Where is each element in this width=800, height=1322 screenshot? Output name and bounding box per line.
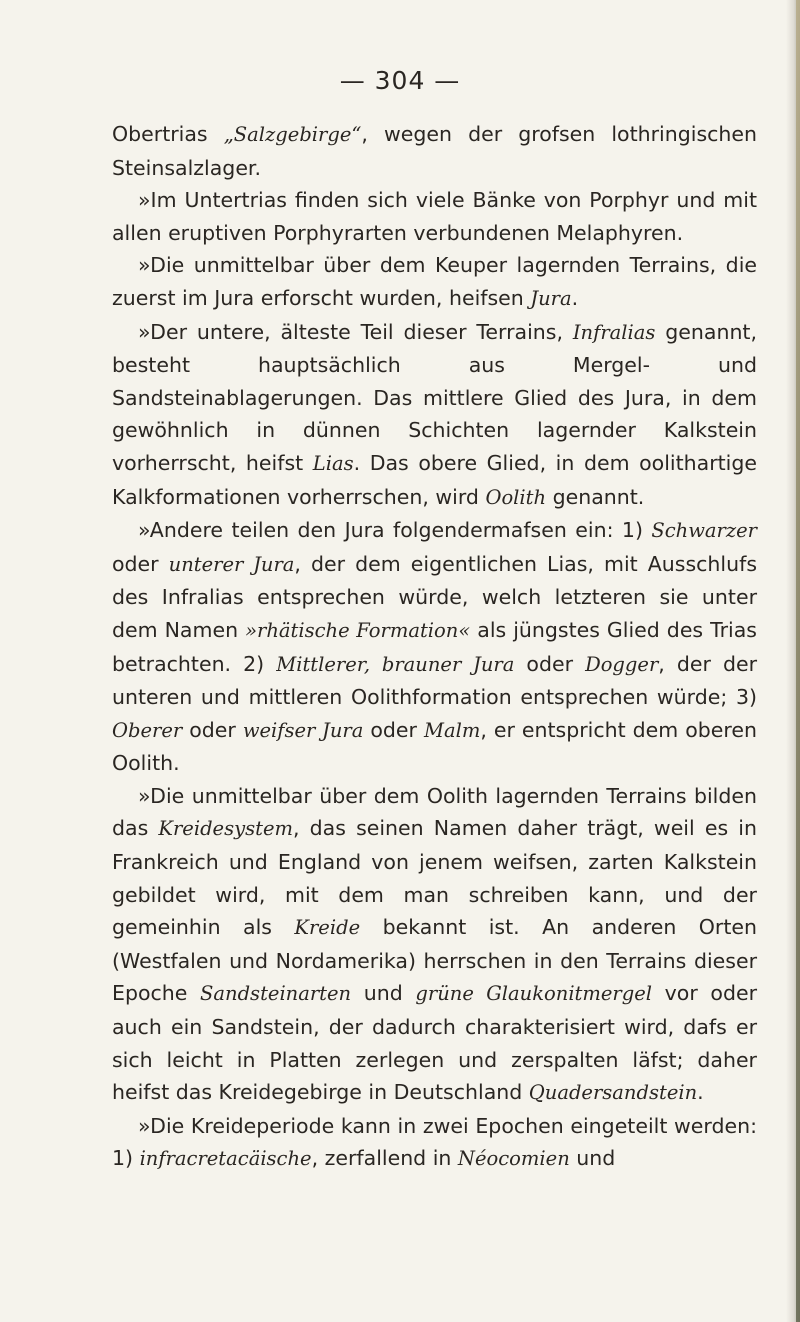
italic-term: Néocomien [457,1147,570,1171]
italic-term: Oolith [485,485,547,509]
text-run: . [697,1080,704,1105]
text-run: »Der untere, älteste Teil dieser Terrains, [138,319,573,344]
italic-term: Dogger [585,652,659,676]
text-run: »Die unmittelbar über dem Oolith lagernden Terrains bilden das [112,783,757,841]
page-edge-shadow [786,0,800,1322]
text-run: »Die Kreideperiode kann in zwei Epochen eingeteilt werden: 1) [112,1113,757,1171]
text-run: »Die unmittelbar über dem Keuper lagernden Terrains, die zuerst im Jura erforscht wurden, heifsen [112,253,757,310]
body-text [112,118,757,1176]
text-run: . Das obere Glied, in dem oolithartige Kalkformationen vorherrschen, wird [112,450,757,509]
text-run: und [351,981,416,1006]
paragraph [112,514,757,780]
text-run: , zerfallend in [311,1146,458,1171]
italic-term: grüne Glaukonitmergel [415,982,653,1006]
text-run: genannt. [546,484,645,509]
italic-term: Kreide [294,916,361,940]
italic-term: Jura [530,286,572,310]
text-run: , der dem eigentlichen Lias, mit Ausschlufs des Infralias entsprechen würde, welch letzteren sie unter dem Namen [112,551,757,642]
text-run: , der der unteren und mittleren Oolithformation entsprechen würde; 3) [112,651,757,710]
italic-term: Quadersandstein [528,1081,698,1105]
text-run: oder [182,717,243,742]
page-number: — 304 — [339,66,461,95]
text-run: »Andere teilen den Jura folgendermafsen ein: 1) [138,518,652,543]
italic-term: Lias [312,451,354,475]
italic-term: Infralias [572,320,656,344]
text-run: genannt, besteht hauptsächlich aus Mergel- und Sandsteinablagerungen. Das mittlere Glied des Jura, in dem gewöhnlich in dünnen Schichten lagernder Kalkstein vorherrscht, heifst [112,319,757,475]
italic-term: Mittlerer, brauner Jura [276,652,515,676]
text-run: . [571,285,579,310]
text-run: als jüngstes Glied des Trias betrachten. 2) [112,617,757,676]
paragraph [112,184,757,249]
paragraph [112,316,757,515]
book-spine-edge [796,0,800,1322]
italic-term: Oberer [112,718,183,742]
text-run: oder [363,717,424,742]
text-run: , er entspricht dem oberen Oolith. [112,717,757,776]
text-run: , das seinen Namen daher trägt, weil es in Frankreich und England von jenem weifsen, zarten Kalkstein gebildet wird, mit dem man schreiben kann, und der gemeinhin als [112,816,757,940]
text-run: , wegen der grofsen lothringischen Steinsalzlager. [112,122,757,180]
text-run: und [569,1146,616,1171]
text-run: bekannt ist. An anderen Orten (Westfalen und Nordamerika) herrschen in den Terrains dieser Epoche [112,915,757,1006]
italic-term: Schwarzer [651,519,757,543]
text-run: vor oder auch ein Sandstein, der dadurch charakterisiert wird, dafs er sich leicht in Platten zerlegen und zerspalten läfst; daher heifst das Kreidegebirge in Deutschland [112,981,758,1105]
paragraph [112,118,757,184]
italic-term: Kreidesystem [158,817,293,841]
text-run: »Im Untertrias finden sich viele Bänke von Porphyr und mit allen eruptiven Porphyrarten verbundenen Melaphyren. [112,188,757,245]
italic-term: infracretacäische [139,1147,312,1171]
paragraph [112,780,757,1110]
italic-term: »rhätische Formation« [245,618,471,642]
italic-term: unterer Jura [168,552,295,576]
text-run: Obertrias [112,122,224,146]
text-run: oder [112,551,169,576]
text-run: oder [514,651,586,676]
italic-term: „Salzgebirge“ [223,123,362,146]
italic-term: weifser Jura [242,718,364,742]
paragraph [112,1110,757,1176]
italic-term: Sandsteinarten [200,982,352,1006]
paragraph [112,249,757,315]
italic-term: Malm [423,718,481,742]
